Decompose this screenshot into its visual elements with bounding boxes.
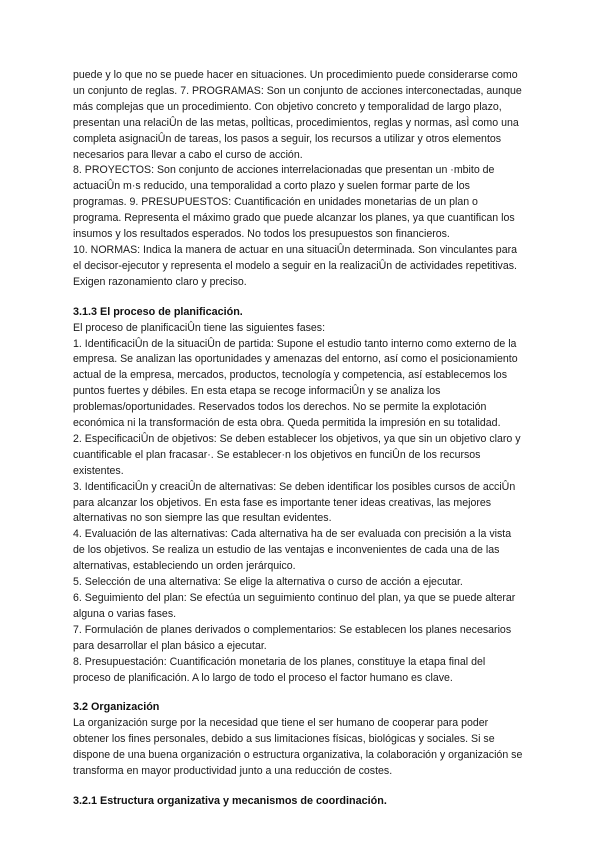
planning-phase-8: 8. Presupuestación: Cuantificación monetaria de los planes, constituye la etapa final del proceso de planificación. A lo largo de todo el proceso el factor humano es clave.	[73, 655, 486, 684]
planning-phase-1: 1. IdentificaciÛn de la situaciÛn de partida: Supone el estudio tanto interno como externo de la empresa. Se analizan las oportunidades y amenazas del entorno, así como el posicionamiento actual de la empresa, mercados, productos, tecnología y competencia, así establecemos los puntos fuertes y débiles. En esta etapa se recoge informaciÛn y se analiza los problemas/oportunidades. Reservados todos los derechos. No se permite la explotación económica ni la transformación de esta obra. Queda permitida la impresión en su totalidad.	[73, 337, 518, 430]
planning-phase-6: 6. Seguimiento del plan: Se efectúa un seguimiento continuo del plan, ya que se puede alterar alguna o varias fases.	[73, 592, 516, 620]
spacer	[73, 291, 525, 305]
planning-phase-2: 2. EspecificaciÛn de objetivos: Se deben establecer los objetivos, ya que sin un objetivo claro y cuantificable el plan fracasar·. Se establecer·n los objetivos en funciÛn de los recursos existentes.	[73, 432, 521, 477]
planning-phase-5: 5. Selección de una alternativa: Se elige la alternativa o curso de acción a ejecutar.	[73, 576, 463, 589]
planning-intro: El proceso de planificaciÛn tiene las siguientes fases:	[73, 321, 326, 334]
heading-3-2: 3.2 Organización	[73, 701, 160, 714]
spacer	[73, 780, 525, 794]
document-body	[73, 68, 525, 810]
planning-phase-7: 7. Formulación de planes derivados o complementarios: Se establecen los planes necesarios para desarrollar el plan básico a ejecutar.	[73, 623, 512, 652]
paragraph-proyectos-presupuestos: 8. PROYECTOS: Son conjunto de acciones interrelacionadas que presentan un ·mbito de actuaciÛn m·s reducido, una temporalidad a corto plazo y suelen formar parte de los programas. 9. PRESUPUESTOS: Cuantificación en unidades monetarias de un plan o programa. Representa el máximo grado que puede alcanzar los planes, ya que cuantifican los insumos y los resultados esperados. No todos los presupuestos son financieros.	[73, 164, 515, 241]
heading-3-1-3: 3.1.3 El proceso de planificación.	[73, 305, 243, 318]
planning-phase-3: 3. IdentificaciÛn y creaciÛn de alternativas: Se deben identificar los posibles cursos de acciÛn para alcanzar los objetivos. En esta fase es importante tener ideas creativas, las mejores alternativas no son siempre las que resultan evidentes.	[73, 480, 516, 525]
planning-phase-4: 4. Evaluación de las alternativas: Cada alternativa ha de ser evaluada con precisión a la vista de los objetivos. Se realiza un estudio de las ventajas e inconvenientes de cada una de las alternativas, estableciendo un orden jerárquico.	[73, 528, 512, 573]
paragraph-programas: puede y lo que no se puede hacer en situaciones. Un procedimiento puede considerarse como un conjunto de reglas. 7. PROGRAMAS: Son un conjunto de acciones interconectadas, aunque más complejas que un procedimiento. Con objetivo concreto y temporalidad de largo plazo, presentan una relaciÛn de las metas, polÌticas, procedimientos, reglas y normas, asÌ como una completa asignaciÛn de tareas, los pasos a seguir, los recursos a utilizar y otros elementos necesarios para llevar a cabo el curso de acción.	[73, 69, 522, 161]
organization-paragraph: La organización surge por la necesidad que tiene el ser humano de cooperar para poder obtener los fines personales, debido a sus limitaciones físicas, biológicas y sociales. Si se dispone de una buena organización o estructura organizativa, la colaboración y organización se transforma en mayor productividad junto a una reducción de costes.	[73, 717, 523, 778]
heading-3-2-1: 3.2.1 Estructura organizativa y mecanismos de coordinación.	[73, 794, 387, 807]
spacer	[73, 686, 525, 700]
paragraph-normas: 10. NORMAS: Indica la manera de actuar en una situaciÛn determinada. Son vinculantes para el decisor-ejecutor y representa el modelo a seguir en la realizaciÛn de actividades repetitivas. Exigen razonamiento claro y preciso.	[73, 243, 518, 288]
